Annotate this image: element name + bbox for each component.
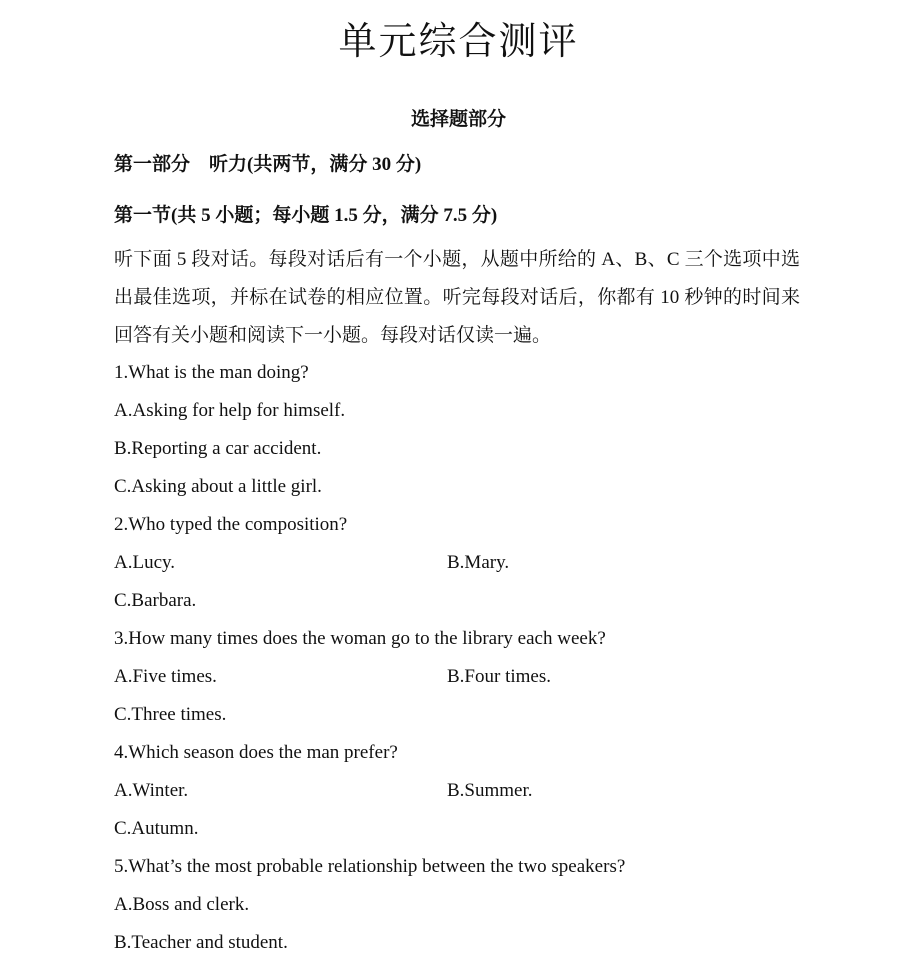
instructions-paragraph: 听下面 5 段对话。每段对话后有一个小题，从题中所给的 A、B、C 三个选项中选出最佳选项，并标在试卷的相应位置。听完每段对话后，你都有 10 秒钟的时间来回答有关小题和阅读下一小题。每段对话仅读一遍。 — [114, 249, 800, 346]
option-a: A.Five times. — [114, 666, 217, 687]
option-a: A.Lucy. — [114, 552, 176, 573]
question-stem: 4.Which season does the man prefer? — [114, 742, 398, 763]
option-c: C.Three times. — [114, 704, 227, 725]
option-b: B.Reporting a car accident. — [114, 438, 322, 459]
option-a: A.Winter. — [114, 780, 189, 801]
part1-heading: 第一部分 听力(共两节，满分 30 分) — [114, 154, 422, 175]
section-title: 选择题部分 — [410, 109, 506, 130]
option-a: A.Boss and clerk. — [114, 894, 250, 915]
option-a: A.Asking for help for himself. — [114, 400, 346, 421]
option-b: B.Four times. — [447, 666, 551, 687]
question-stem: 3.How many times does the woman go to the library each week? — [114, 628, 606, 649]
page-title: 单元综合测评 — [338, 21, 579, 63]
question-stem: 2.Who typed the composition? — [114, 514, 348, 535]
option-b: B.Summer. — [447, 780, 533, 801]
option-b: B.Teacher and student. — [114, 932, 288, 953]
option-c: C.Autumn. — [114, 818, 199, 839]
option-c: C.Barbara. — [114, 590, 197, 611]
option-c: C.Asking about a little girl. — [114, 476, 322, 497]
section1-heading: 第一节(共 5 小题；每小题 1.5 分，满分 7.5 分) — [114, 205, 498, 226]
option-b: B.Mary. — [447, 552, 510, 573]
question-stem: 1.What is the man doing? — [114, 362, 309, 383]
question-stem: 5.What’s the most probable relationship between the two speakers? — [114, 856, 626, 877]
